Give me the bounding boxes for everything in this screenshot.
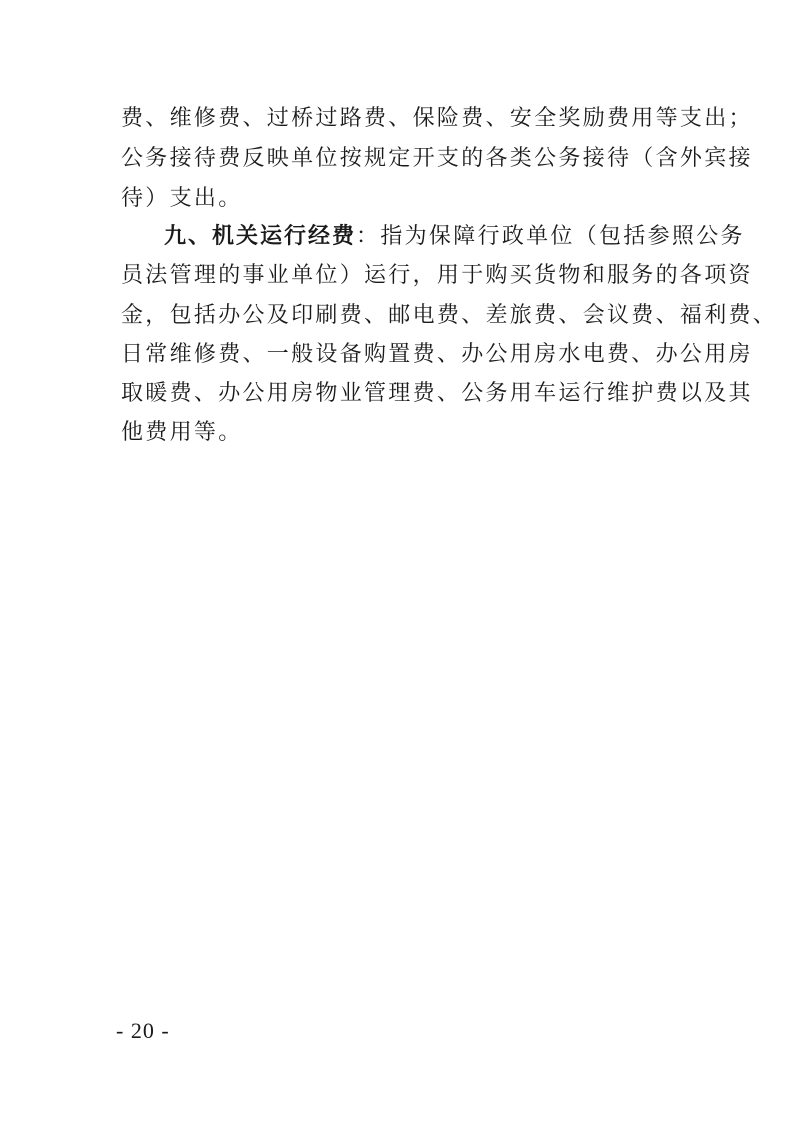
paragraph-line: 费、维修费、过桥过路费、保险费、安全奖励费用等支出； — [121, 106, 753, 131]
paragraph-line: 金，包括办公及印刷费、邮电费、差旅费、会议费、福利费、 — [121, 303, 778, 328]
section-9-heading: 九、机关运行经费 — [164, 224, 357, 249]
paragraph-line: 日常维修费、一般设备购置费、办公用房水电费、办公用房 — [121, 342, 753, 367]
section-9-colon: ： — [356, 224, 381, 249]
paragraph-line: 取暖费、办公用房物业管理费、公务用车运行维护费以及其 — [121, 381, 753, 406]
paragraph-line: 他费用等。 — [121, 420, 243, 445]
page-number: - 20 - — [116, 1018, 170, 1043]
paragraph-line: 公务接待费反映单位按规定开支的各类公务接待（含外宾接 — [121, 146, 753, 171]
paragraph-line: 待）支出。 — [121, 186, 243, 211]
paragraph-line: 员法管理的事业单位）运行，用于购买货物和服务的各项资 — [121, 263, 753, 288]
section-9-first-line — [164, 221, 745, 253]
section-9-text: 指为保障行政单位（包括参照公务 — [380, 224, 745, 249]
